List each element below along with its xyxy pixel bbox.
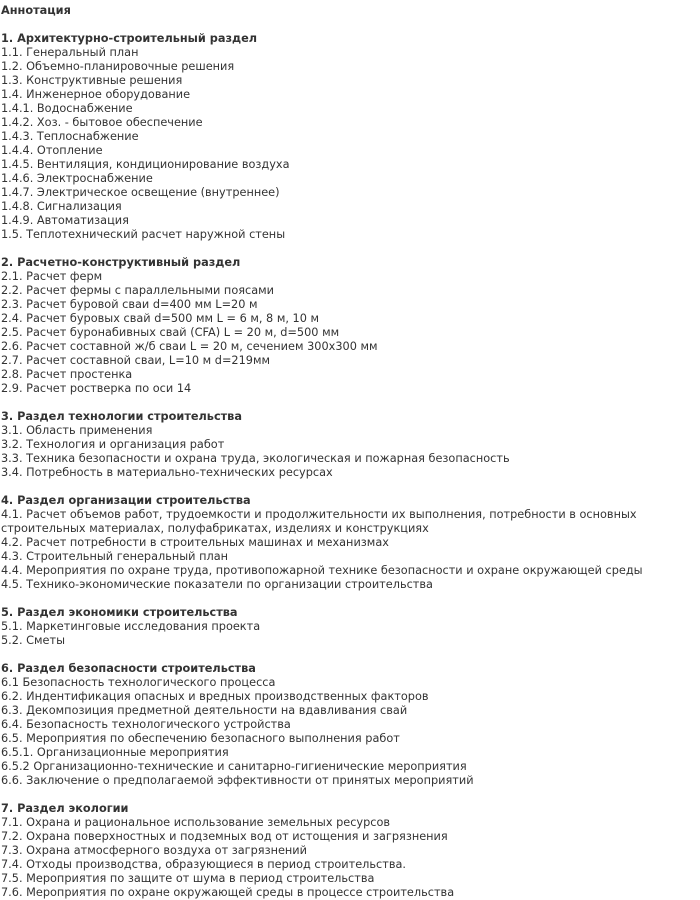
list-item: 1.4.5. Вентиляция, кондиционирование воздуха [1,158,290,171]
list-item: 3.2. Технология и организация работ [1,438,225,451]
list-item: 6.2. Индентификация опасных и вредных производственных факторов [1,690,429,703]
section-5 [1,606,697,648]
section-4 [1,494,697,592]
list-item: 1.4.6. Электроснабжение [1,172,153,185]
list-item: 2.4. Расчет буровых свай d=500 мм L = 6 м, 8 м, 10 м [1,312,320,325]
document-title: Аннотация [1,4,71,17]
sections-container [1,32,697,900]
list-item: 4.4. Мероприятия по охране труда, противопожарной технике безопасности и охране окружающей среды [1,564,643,577]
list-item: 5.2. Сметы [1,634,66,647]
section-title: 4. Раздел организации строительства [1,494,251,507]
list-item: 2.9. Расчет ростверка по оси 14 [1,382,192,395]
list-item: 1.4.9. Автоматизация [1,214,129,227]
list-item: 6.1 Безопасность технологического процесса [1,676,276,689]
list-item: 1.3. Конструктивные решения [1,74,183,87]
list-item: 1.4.8. Сигнализация [1,200,122,213]
section-title: 1. Архитектурно-строительный раздел [1,32,258,45]
list-item: 6.3. Декомпозиция предметной деятельности на вдавливания свай [1,704,408,717]
list-item: 5.1. Маркетинговые исследования проекта [1,620,261,633]
list-item: 3.1. Область применения [1,424,153,437]
list-item: 3.4. Потребность в материально-технических ресурсах [1,466,333,479]
section-7 [1,802,697,900]
list-item: 7.1. Охрана и рациональное использование земельных ресурсов [1,816,391,829]
list-item: 1.4. Инженерное оборудование [1,88,191,101]
list-item: 7.6. Мероприятия по охране окружающей среды в процессе строительства [1,886,455,899]
list-item: 1.1. Генеральный план [1,46,139,59]
section-title: 2. Расчетно-конструктивный раздел [1,256,241,269]
list-item: 4.1. Расчет объемов работ, трудоемкости и продолжительности их выполнения, потребности в основных строительных материалах, полуфабрикатах, изделиях и конструкциях [1,508,637,535]
section-6 [1,662,697,788]
section-title: 5. Раздел экономики строительства [1,606,238,619]
list-item: 6.5. Мероприятия по обеспечению безопасного выполнения работ [1,732,400,745]
section-title: 3. Раздел технологии строительства [1,410,242,423]
list-item: 7.3. Охрана атмосферного воздуха от загрязнений [1,844,307,857]
list-item: 6.4. Безопасность технологического устройства [1,718,291,731]
list-item: 4.5. Технико-экономические показатели по организации строительства [1,578,433,591]
list-item: 4.2. Расчет потребности в строительных машинах и механизмах [1,536,389,549]
list-item: 1.4.4. Отопление [1,144,103,157]
list-item: 1.2. Объемно-планировочные решения [1,60,235,73]
list-item: 7.2. Охрана поверхностных и подземных вод от истощения и загрязнения [1,830,448,843]
list-item: 2.2. Расчет фермы с параллельными поясами [1,284,275,297]
list-item: 7.4. Отходы производства, образующиеся в период строительства. [1,858,406,871]
list-item: 1.4.7. Электрическое освещение (внутреннее) [1,186,280,199]
list-item: 1.4.3. Теплоснабжение [1,130,139,143]
list-item: 2.3. Расчет буровой сваи d=400 мм L=20 м [1,298,258,311]
list-item: 2.1. Расчет ферм [1,270,103,283]
list-item: 2.8. Расчет простенка [1,368,133,381]
list-item: 2.6. Расчет составной ж/б сваи L = 20 м, сечением 300х300 мм [1,340,378,353]
section-title: 7. Раздел экологии [1,802,129,815]
section-2 [1,256,697,396]
list-item: 6.6. Заключение о предполагаемой эффективности от принятых мероприятий [1,774,474,787]
list-item: 2.7. Расчет составной сваи, L=10 м d=219мм [1,354,271,367]
list-item: 7.5. Мероприятия по защите от шума в период строительства [1,872,375,885]
section-title: 6. Раздел безопасности строительства [1,662,256,675]
list-item: 6.5.1. Организационные мероприятия [1,746,229,759]
list-item: 1.5. Теплотехнический расчет наружной стены [1,228,286,241]
list-item: 1.4.2. Хоз. - бытовое обеспечение [1,116,203,129]
list-item: 2.5. Расчет буронабивных свай (CFA) L = 20 м, d=500 мм [1,326,340,339]
list-item: 3.3. Техника безопасности и охрана труда, экологическая и пожарная безопасность [1,452,510,465]
section-1 [1,32,697,242]
list-item: 6.5.2 Организационно-технические и санитарно-гигиенические мероприятия [1,760,467,773]
section-3 [1,410,697,480]
list-item: 4.3. Строительный генеральный план [1,550,229,563]
list-item: 1.4.1. Водоснабжение [1,102,133,115]
